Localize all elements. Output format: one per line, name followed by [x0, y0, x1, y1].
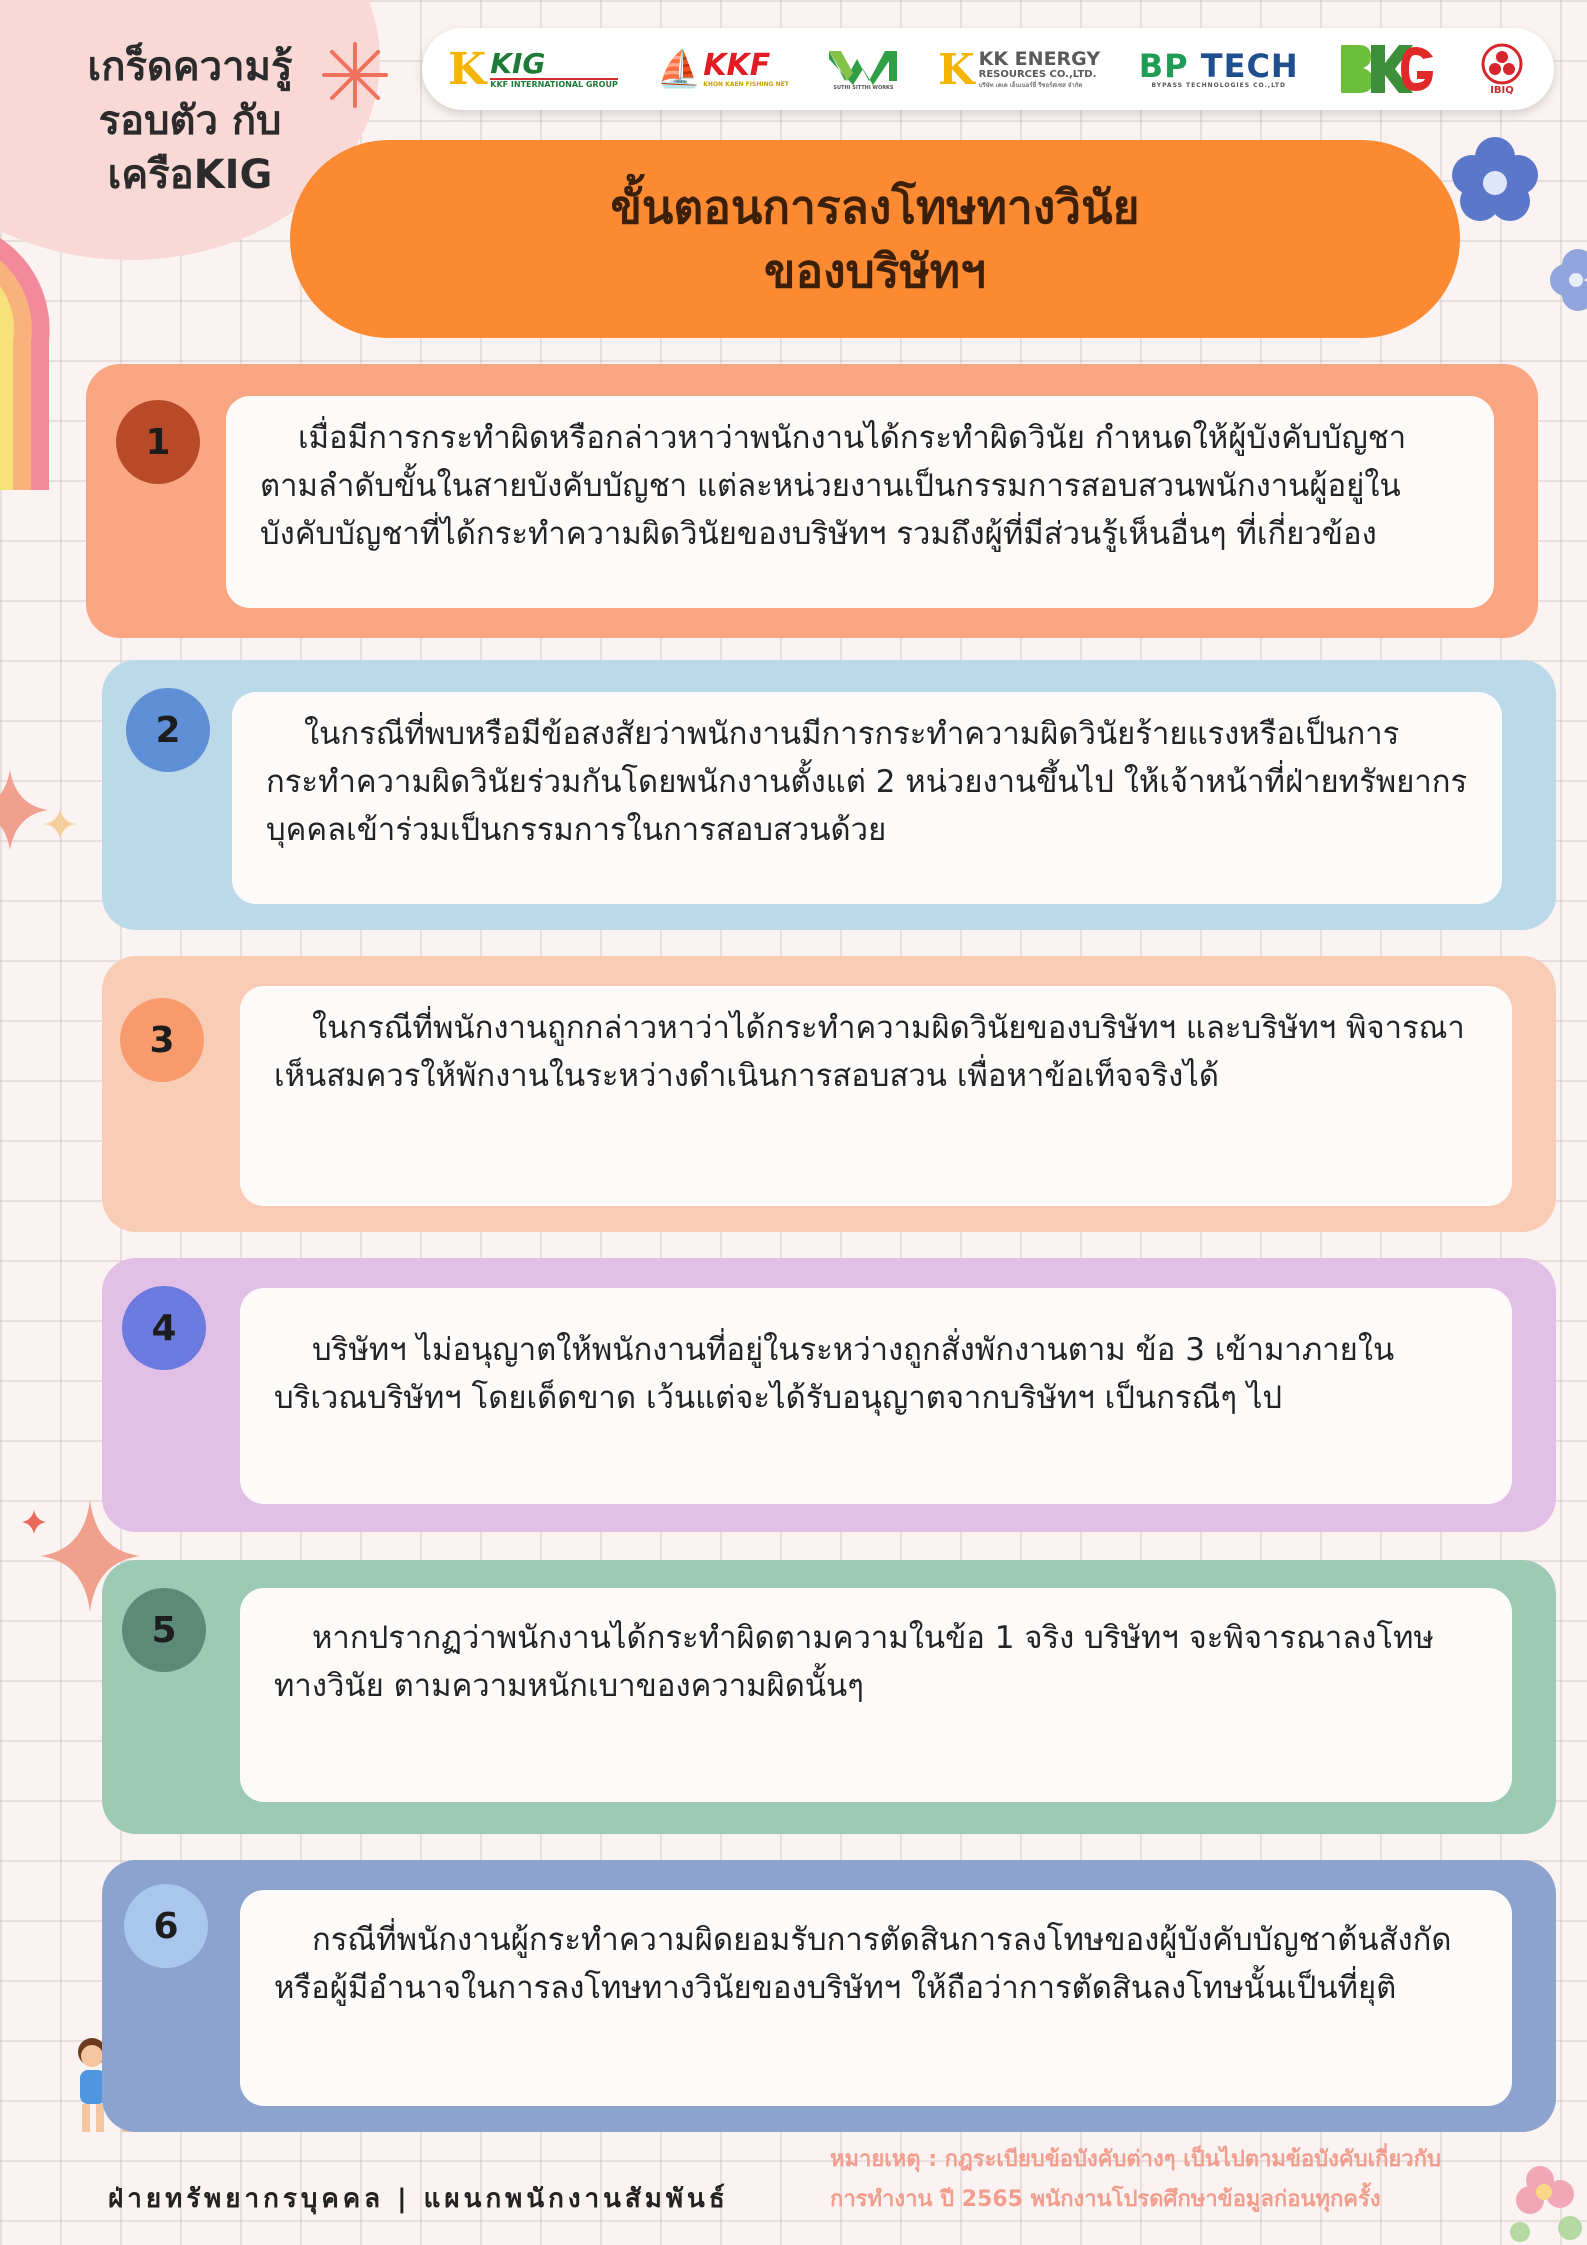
kkf-logo-name: KKF — [703, 47, 771, 83]
step-number-badge: 1 — [116, 400, 200, 484]
step-text: ในกรณีที่พนักงานถูกกล่าวหาว่าได้กระทำความผิดวินัยของบริษัทฯ และบริษัทฯ พิจารณาเห็นสมควรให้พักงานในระหว่างดำเนินการสอบสวน เพื่อหาข้อเท็จจริงได้ — [274, 1010, 1465, 1094]
corner-heading-line: เครือKIG — [107, 152, 273, 198]
kig-mark-icon: K — [448, 43, 487, 95]
bp-logo-sub: BYPASS TECHNOLOGIES CO.,LTD — [1151, 81, 1286, 89]
bp-tech-logo — [1138, 46, 1299, 89]
corner-heading — [40, 40, 340, 202]
corner-heading-line: รอบตัว กับ — [98, 98, 282, 144]
step-text-panel — [240, 986, 1512, 1206]
bp-logo-t: TECH — [1200, 46, 1299, 85]
star-icon — [0, 760, 80, 860]
kke-mark-icon: K — [938, 44, 975, 94]
flower-icon — [1450, 135, 1540, 225]
kkf-logo — [656, 48, 788, 90]
rainbow-icon — [0, 190, 70, 490]
kk-energy-logo — [938, 45, 1100, 94]
kke-logo-sub: บริษัท เคเค เอ็นเนอร์ยี่ รีซอร์สเซส จำกัด — [978, 81, 1083, 89]
step-text-panel — [240, 1890, 1512, 2106]
bkg-mark-icon — [1337, 41, 1437, 97]
kig-logo — [448, 44, 618, 95]
kkf-logo-sub: KHON KAEN FISHING NET — [703, 80, 789, 88]
page-title: ขั้นตอนการลงโทษทางวินัย — [610, 180, 1140, 234]
step-text: บริษัทฯ ไม่อนุญาตให้พนักงานที่อยู่ในระหว่างถูกสั่งพักงานตาม ข้อ 3 เข้ามาภายในบริเวณบริษัทฯ โดยเด็ดขาด เว้นแต่จะได้รับอนุญาตจากบริษัทฯ เป็นกรณีๆ ไป — [274, 1332, 1395, 1416]
sw-mark-icon — [827, 47, 899, 85]
step-text: กรณีที่พนักงานผู้กระทำความผิดยอมรับการตัดสินการลงโทษของผู้บังคับบัญชาต้นสังกัดหรือผู้มีอำนาจในการลงโทษทางวินัยของบริษัทฯ ให้ถือว่าการตัดสินลงโทษนั้นเป็นที่ยุติ — [274, 1922, 1452, 2006]
bkg-logo — [1337, 41, 1437, 97]
step-card-1 — [86, 364, 1538, 638]
step-text: ในกรณีที่พบหรือมีข้อสงสัยว่าพนักงานมีการกระทำความผิดวินัยร้ายแรงหรือเป็นการกระทำความผิดวินัยร่วมกันโดยพนักงานตั้งแต่ 2 หน่วยงานขึ้นไป ให้เจ้าหน้าที่ฝ่ายทรัพยากรบุคคลเข้าร่วมเป็นกรรมการในการสอบสวนด้วย — [266, 716, 1468, 848]
page-title: ของบริษัทฯ — [764, 244, 986, 298]
step-text: เมื่อมีการกระทำผิดหรือกล่าวหาว่าพนักงานได้กระทำผิดวินัย กำหนดให้ผู้บังคับบัญชาตามลำดับขั้นในสายบังคับบัญชา แต่ละหน่วยงานเป็นกรรมการสอบสวนพนักงานผู้อยู่ในบังคับบัญชาที่ได้กระทำความผิดวินัยของบริษัทฯ รวมถึงผู้ที่มีส่วนรู้เห็นอื่นๆ ที่เกี่ยวข้อง — [260, 420, 1407, 552]
step-text-panel — [226, 396, 1494, 608]
ibiq-logo — [1476, 43, 1528, 96]
footer-department: ฝ่ายทรัพยากรบุคคล | แผนกพนักงานสัมพันธ์ — [108, 2184, 729, 2214]
step-text-panel — [240, 1288, 1512, 1504]
kke-logo-line2: RESOURCES CO.,LTD. — [978, 68, 1097, 80]
step-text-panel — [240, 1588, 1512, 1802]
ibiq-mark-icon — [1476, 43, 1528, 85]
step-text-panel — [232, 692, 1502, 904]
footer-note — [830, 2140, 1550, 2220]
ship-icon: ⛵ — [656, 49, 702, 90]
kke-logo-name: KK ENERGY — [978, 47, 1101, 70]
sw-logo — [827, 47, 899, 91]
sw-logo-sub: SUTHI SITTHI WORKS — [833, 85, 894, 91]
corner-heading-line: เกร็ดความรู้ — [87, 44, 293, 90]
step-number-badge: 2 — [126, 688, 210, 772]
step-card-4 — [102, 1258, 1556, 1532]
step-card-2 — [102, 660, 1556, 930]
logo-bar — [422, 28, 1554, 110]
title-banner — [290, 140, 1460, 338]
kig-logo-name: KIG — [490, 46, 546, 80]
step-card-6 — [102, 1860, 1556, 2132]
kig-logo-sub: KKF INTERNATIONAL GROUP — [490, 79, 618, 89]
step-number-badge: 3 — [120, 998, 204, 1082]
flower-icon — [1548, 245, 1587, 315]
step-number-badge: 6 — [124, 1884, 208, 1968]
step-number-badge: 5 — [122, 1588, 206, 1672]
ibiq-logo-name: IBIQ — [1490, 84, 1514, 96]
bp-logo-b: BP — [1138, 46, 1189, 85]
footer-note-line: การทำงาน ปี 2565 พนักงานโปรดศึกษาข้อมูลก่อนทุกครั้ง — [830, 2187, 1381, 2212]
footer-note-line: หมายเหตุ : กฎระเบียบข้อบังคับต่างๆ เป็นไปตามข้อบังคับเกี่ยวกับ — [830, 2147, 1441, 2172]
step-text: หากปรากฏว่าพนักงานได้กระทำผิดตามความในข้อ 1 จริง บริษัทฯ จะพิจารณาลงโทษทางวินัย ตามความหนักเบาของความผิดนั้นๆ — [274, 1620, 1434, 1704]
step-card-5 — [102, 1560, 1556, 1834]
step-number-badge: 4 — [122, 1286, 206, 1370]
step-card-3 — [102, 956, 1556, 1232]
